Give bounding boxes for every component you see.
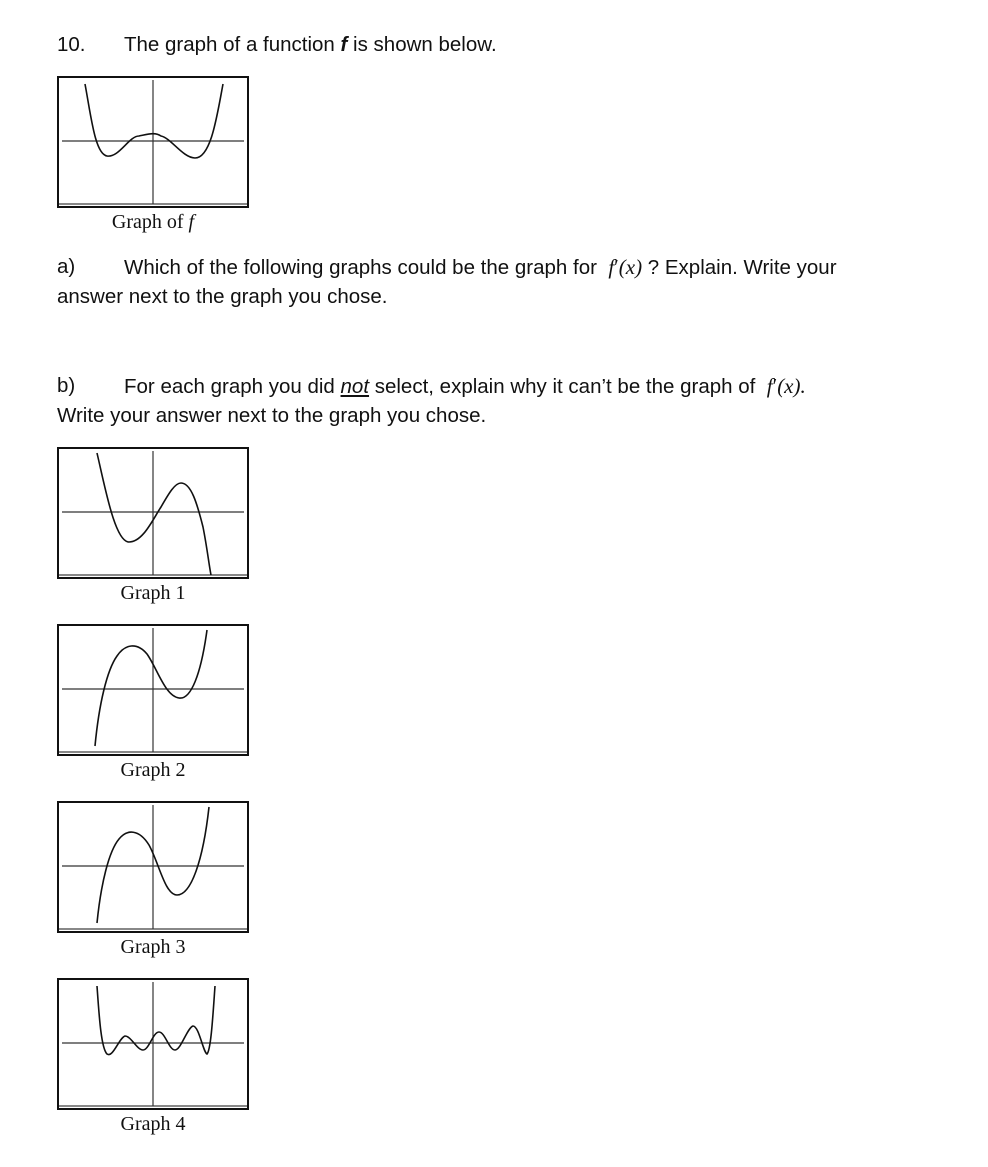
part-b-text-mid: select, explain why it can’t be the graph of (369, 375, 756, 398)
part-b-math-arg: (x). (777, 374, 806, 398)
question-intro (124, 30, 497, 60)
part-a-math-arg: (x) (618, 255, 643, 279)
part-b-math-prime: ′ (772, 374, 778, 398)
intro-var: f (340, 33, 348, 56)
caption-var: f (188, 211, 195, 233)
question-number: 10. (57, 33, 86, 56)
graph-4 (57, 978, 249, 1110)
part-b-math-f: f (766, 374, 773, 398)
graph-3 (57, 801, 249, 933)
part-a-continuation: answer next to the graph you chose. (57, 285, 388, 308)
part-b-continuation: Write your answer next to the graph you chose. (57, 404, 487, 427)
part-a-math-prime: ′ (614, 255, 619, 279)
part-a-label: a) (57, 255, 76, 278)
graph-of-f (57, 76, 249, 208)
part-a-math (608, 255, 642, 279)
graph-4-caption: Graph 4 (120, 1113, 186, 1135)
caption-prefix: Graph of (111, 211, 189, 233)
graph-1 (57, 447, 249, 579)
graph-of-f-caption (57, 210, 249, 234)
part-a-math-f: f (608, 255, 615, 279)
part-b-text-before: For each graph you did (124, 375, 341, 398)
graph-3-caption: Graph 3 (120, 936, 186, 958)
intro-after: is shown below. (347, 33, 497, 56)
part-b-label: b) (57, 374, 76, 397)
graph-2 (57, 624, 249, 756)
part-a-text-after: ? Explain. Write your (647, 256, 837, 279)
part-a-text-before: Which of the following graphs could be the graph for (124, 256, 597, 279)
part-a-text (124, 252, 837, 283)
intro-before: The graph of a function (124, 33, 341, 56)
part-b-text (124, 371, 806, 402)
part-b-math (767, 374, 806, 398)
part-b-text-not: not (340, 375, 370, 398)
graph-2-caption: Graph 2 (120, 759, 186, 781)
graph-1-caption: Graph 1 (120, 582, 186, 604)
